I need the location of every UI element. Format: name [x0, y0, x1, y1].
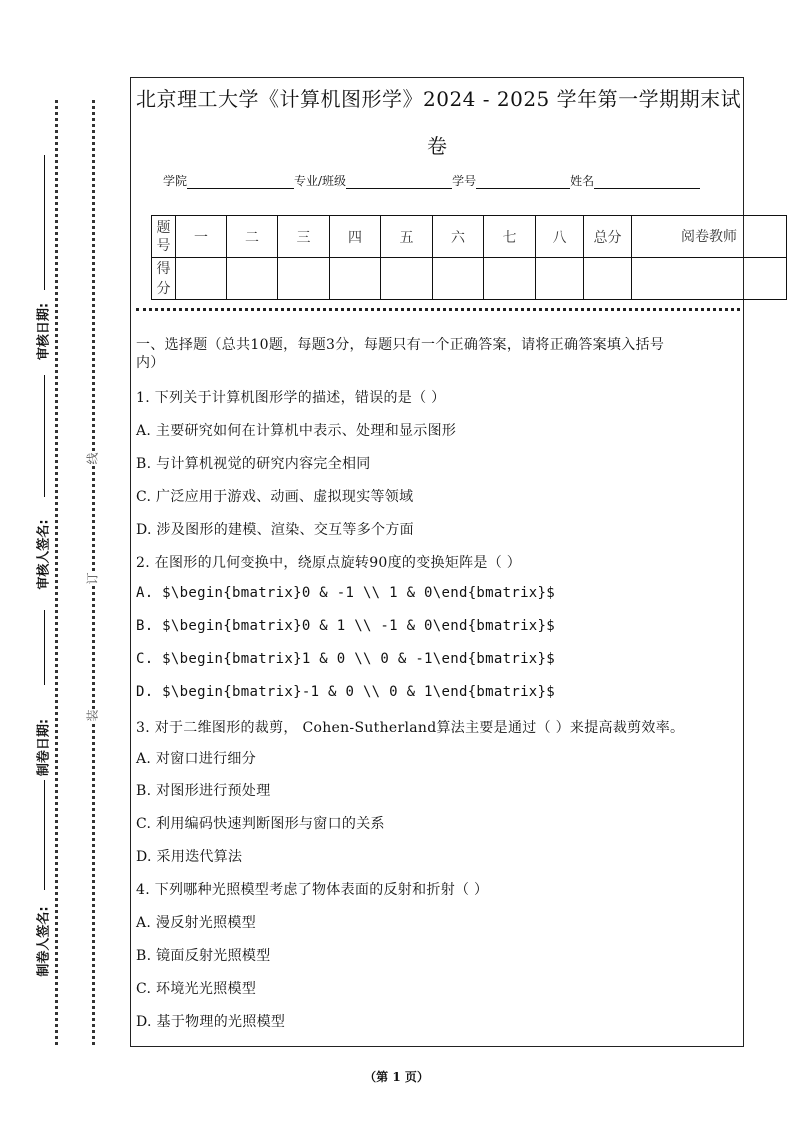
section-heading: 一、选择题（总共10题，每题3分，每题只有一个正确答案，请将正确答案填入括号: [136, 337, 665, 353]
header-cell: 一: [176, 216, 227, 258]
header-cell: 七: [484, 216, 536, 258]
question-text: 3. 对于二维图形的裁剪， Cohen-Sutherland算法主要是通过（ ）来提高裁剪效率。: [136, 720, 685, 736]
row-label: 得分: [152, 258, 176, 300]
score-cell[interactable]: [330, 258, 381, 300]
score-cell[interactable]: [433, 258, 484, 300]
binding-mark-ding: 订: [85, 572, 100, 585]
major-field[interactable]: [346, 174, 452, 189]
answer-option: B. 与计算机视觉的研究内容完全相同: [136, 456, 371, 472]
name-label: 姓名: [570, 174, 595, 188]
maker-sign-label: 制卷人签名:: [36, 906, 52, 977]
question-text: 2. 在图形的几何变换中，绕原点旋转90度的变换矩阵是（ ）: [136, 555, 522, 571]
score-cell[interactable]: [278, 258, 330, 300]
answer-option: D. 基于物理的光照模型: [136, 1014, 286, 1030]
answer-option: D. 采用迭代算法: [136, 849, 243, 865]
signature-line: [44, 155, 45, 290]
answer-option: B. 对图形进行预处理: [136, 783, 271, 799]
header-cell: 三: [278, 216, 330, 258]
score-cell[interactable]: [536, 258, 584, 300]
header-cell: 阅卷教师: [632, 216, 787, 258]
answer-option: B. 镜面反射光照模型: [136, 948, 271, 964]
answer-option: C. $\begin{bmatrix}1 & 0 \\ 0 & -1\end{bmatrix}$: [136, 651, 555, 667]
question-text: 4. 下列哪种光照模型考虑了物体表面的反射和折射（ ）: [136, 882, 489, 898]
signature-line: [44, 375, 45, 497]
score-table: [151, 215, 787, 300]
answer-option: A. 主要研究如何在计算机中表示、处理和显示图形: [136, 423, 457, 439]
score-header-row: [152, 216, 787, 258]
student-info: [163, 172, 700, 189]
score-cell[interactable]: [632, 258, 787, 300]
answer-option: A. $\begin{bmatrix}0 & -1 \\ 1 & 0\end{bmatrix}$: [136, 585, 555, 601]
college-field[interactable]: [187, 174, 294, 189]
header-cell: 二: [227, 216, 278, 258]
score-cell[interactable]: [584, 258, 632, 300]
answer-option: C. 利用编码快速判断图形与窗口的关系: [136, 816, 385, 832]
answer-option: D. 涉及图形的建模、渲染、交互等多个方面: [136, 522, 414, 538]
answer-option: C. 广泛应用于游戏、动画、虚拟现实等领域: [136, 489, 414, 505]
score-cell[interactable]: [176, 258, 227, 300]
header-cell: 五: [381, 216, 433, 258]
question-text: 1. 下列关于计算机图形学的描述，错误的是（ ）: [136, 390, 446, 406]
score-cell[interactable]: [227, 258, 278, 300]
answer-option: C. 环境光光照模型: [136, 981, 257, 997]
score-row: [152, 258, 787, 300]
exam-title-cont: 卷: [427, 134, 447, 158]
reviewer-sign-label: 审核人签名:: [36, 519, 52, 590]
header-cell: 题号: [152, 216, 176, 258]
answer-option: B. $\begin{bmatrix}0 & 1 \\ -1 & 0\end{bmatrix}$: [136, 618, 555, 634]
score-cell[interactable]: [381, 258, 433, 300]
exam-title: 北京理工大学《计算机图形学》2024 - 2025 学年第一学期期末试: [136, 87, 742, 111]
binding-mark-xian: 线: [85, 452, 100, 465]
header-cell: 总分: [584, 216, 632, 258]
header-cell: 四: [330, 216, 381, 258]
review-date-label: 审核日期:: [36, 302, 52, 361]
page-number: （第 1 页）: [364, 1070, 429, 1084]
header-cell: 六: [433, 216, 484, 258]
make-date-label: 制卷日期:: [36, 718, 52, 777]
dotted-binding-line: [55, 100, 58, 1045]
header-cell: 八: [536, 216, 584, 258]
college-label: 学院: [163, 174, 188, 188]
student-id-field[interactable]: [476, 174, 570, 189]
signature-line: [44, 610, 45, 685]
student-id-label: 学号: [452, 174, 477, 188]
major-label: 专业/班级: [294, 174, 347, 188]
dotted-separator: [136, 308, 740, 311]
answer-option: A. 对窗口进行细分: [136, 751, 257, 767]
section-heading: 内）: [136, 355, 165, 371]
answer-option: A. 漫反射光照模型: [136, 915, 257, 931]
binding-mark-zhuang: 装: [85, 709, 100, 722]
name-field[interactable]: [594, 174, 700, 189]
score-cell[interactable]: [484, 258, 536, 300]
answer-option: D. $\begin{bmatrix}-1 & 0 \\ 0 & 1\end{bmatrix}$: [136, 684, 555, 700]
signature-line: [44, 780, 45, 890]
